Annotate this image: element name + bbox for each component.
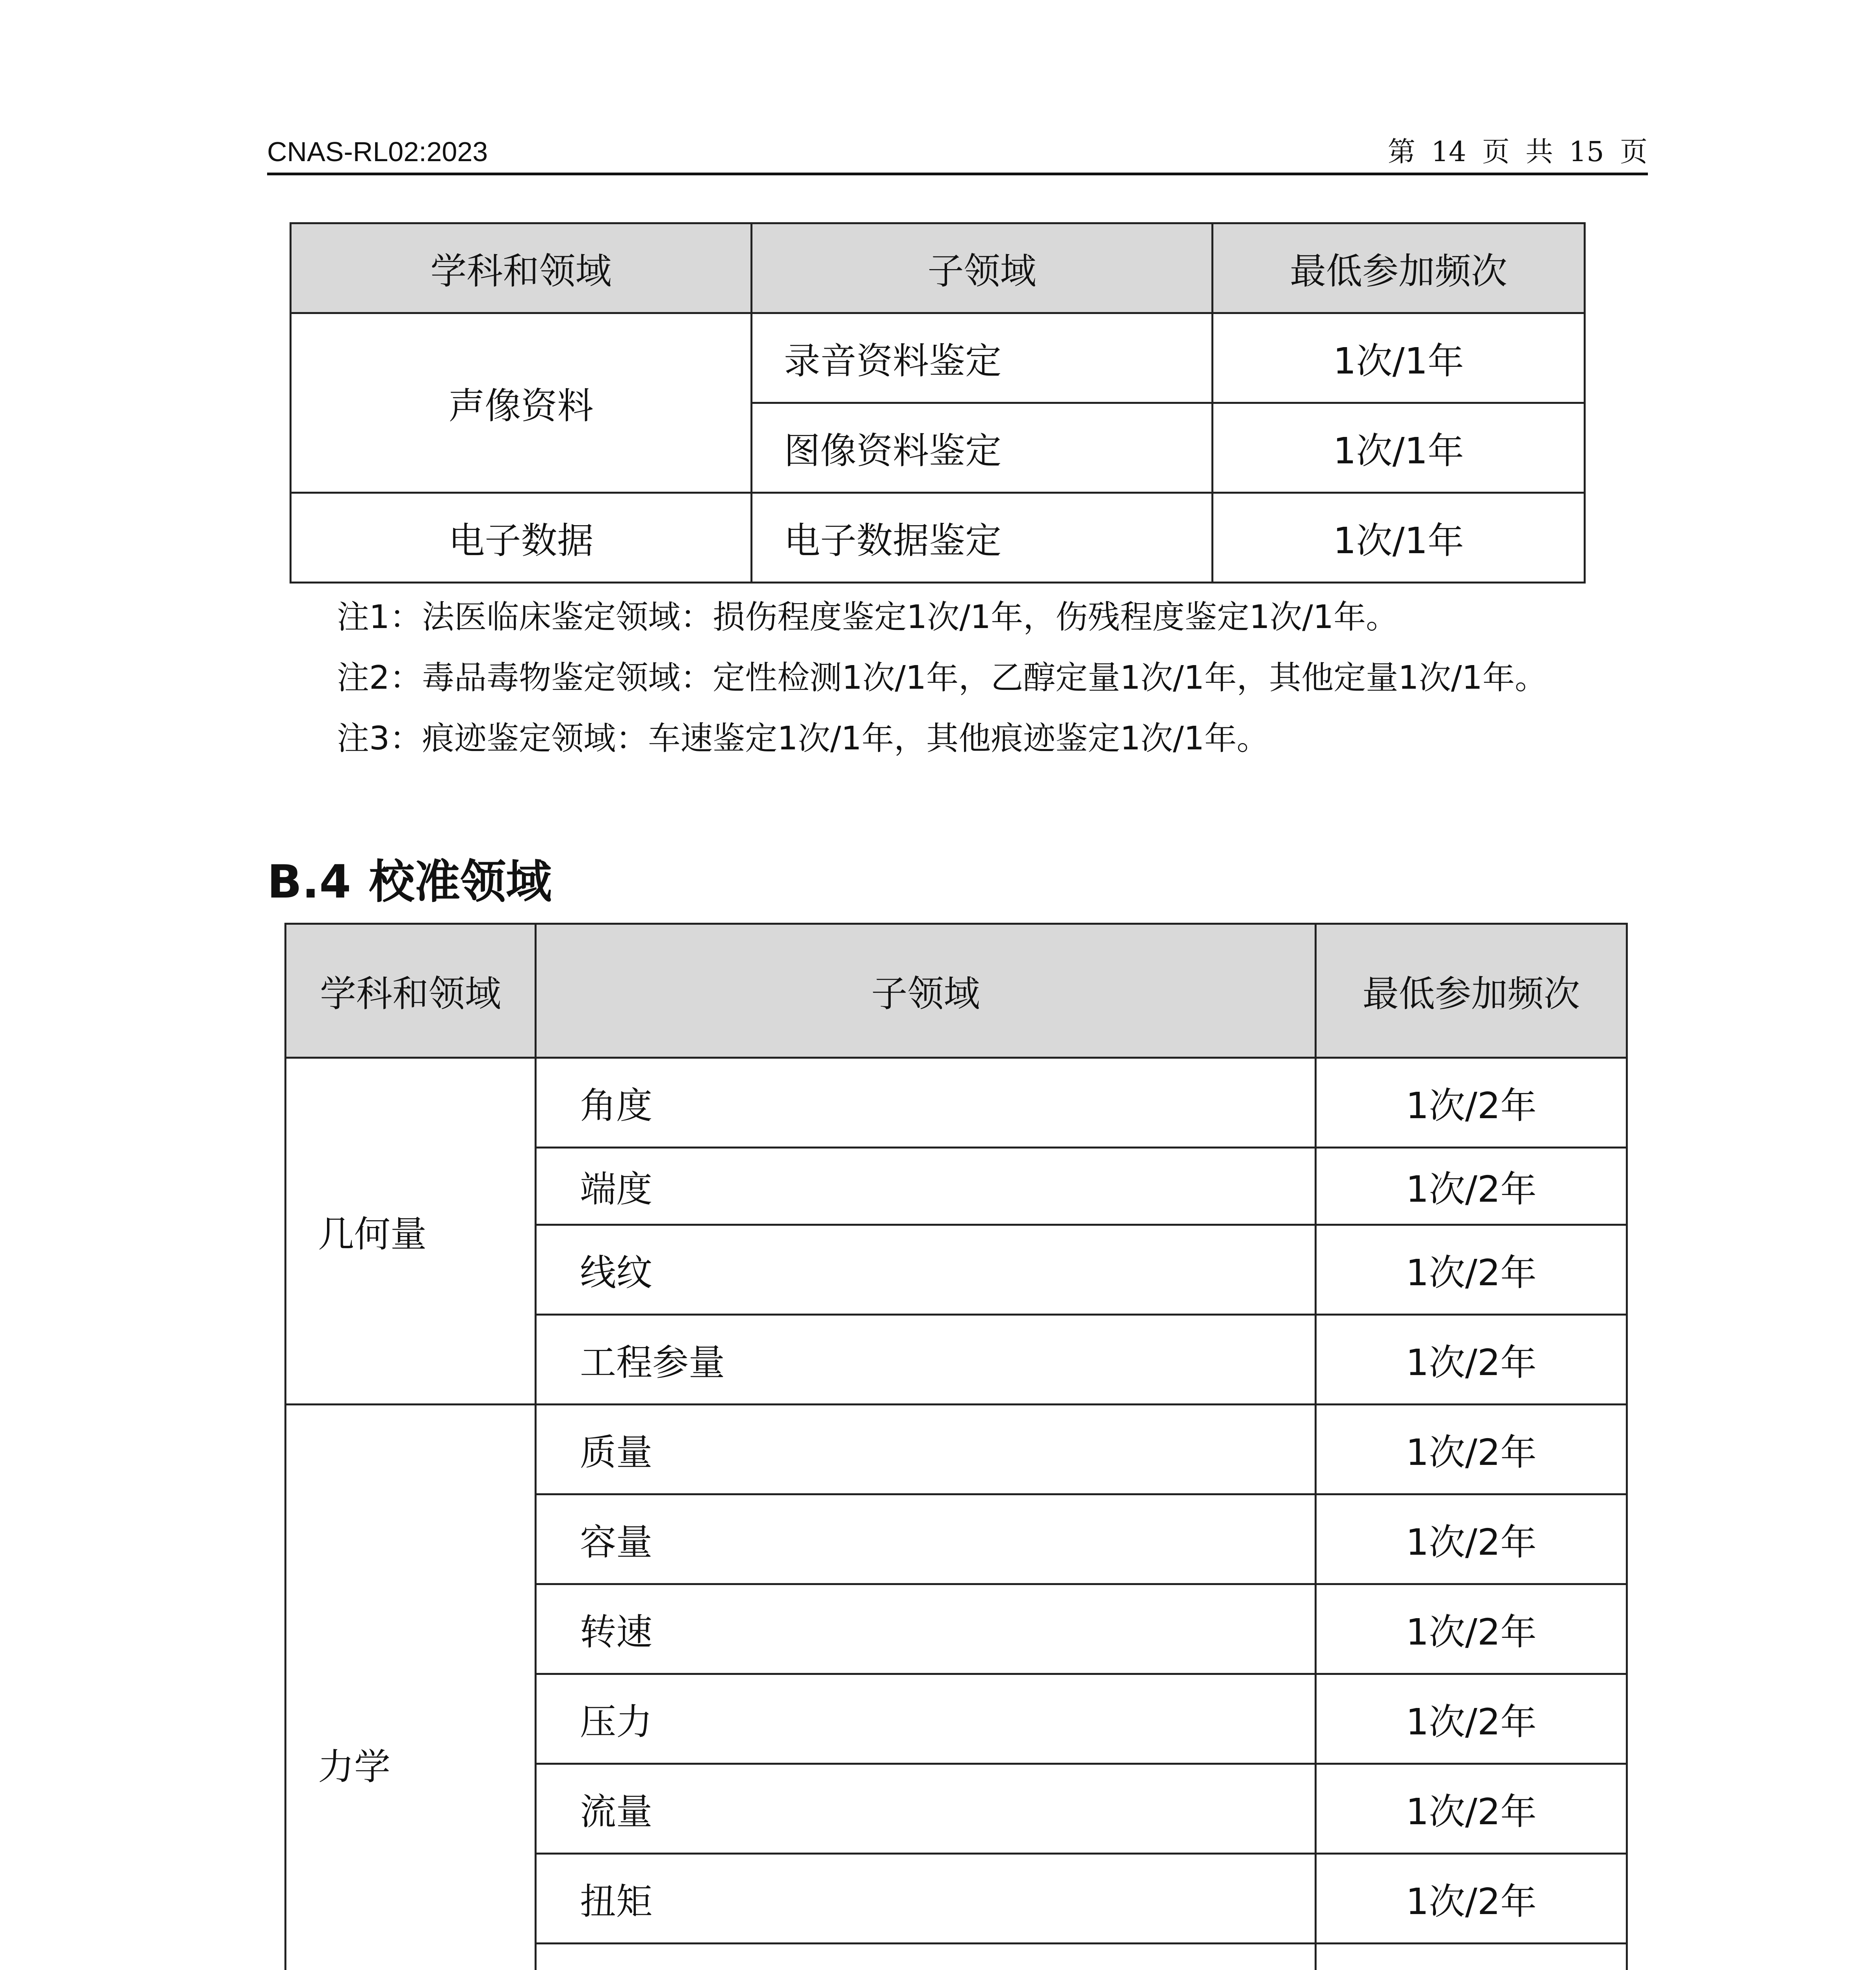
frequency-cell: 1次/2年 xyxy=(1316,1764,1627,1854)
frequency-cell: 1次/1年 xyxy=(1213,493,1585,583)
calibration-table xyxy=(284,923,1628,1970)
column-header: 学科和领域 xyxy=(286,924,536,1058)
subfield-cell: 电子数据鉴定 xyxy=(752,493,1213,583)
subfield-cell xyxy=(536,1944,1316,1970)
frequency-cell: 1次/2年 xyxy=(1316,1494,1627,1584)
subfield-cell: 工程参量 xyxy=(536,1315,1316,1405)
subfield-cell: 质量 xyxy=(536,1405,1316,1494)
subfield-cell: 录音资料鉴定 xyxy=(752,313,1213,403)
header-rule xyxy=(267,173,1648,175)
frequency-cell: 1次/2年 xyxy=(1316,1854,1627,1944)
table-notes xyxy=(337,587,1547,769)
section-title: 校准领域 xyxy=(369,855,552,909)
field-cell: 力学 xyxy=(286,1405,536,1970)
subfield-cell: 角度 xyxy=(536,1058,1316,1148)
subfield-cell: 压力 xyxy=(536,1674,1316,1764)
frequency-cell: 1次/2年 xyxy=(1316,1058,1627,1148)
subfield-cell: 容量 xyxy=(536,1494,1316,1584)
subfield-cell: 图像资料鉴定 xyxy=(752,403,1213,493)
frequency-cell: 1次/2年 xyxy=(1316,1674,1627,1764)
section-number: B.4 xyxy=(267,855,351,909)
column-header: 最低参加频次 xyxy=(1213,223,1585,313)
table-row xyxy=(286,1058,1627,1148)
section-heading xyxy=(267,845,552,911)
note-2: 注2：毒品毒物鉴定领域：定性检测1次/1年，乙醇定量1次/1年，其他定量1次/1年。 xyxy=(337,659,1547,697)
column-header: 学科和领域 xyxy=(291,223,752,313)
subfield-cell: 流量 xyxy=(536,1764,1316,1854)
page-number: 第 14 页 共 15 页 xyxy=(1387,136,1648,168)
frequency-cell: 1次/1年 xyxy=(1213,403,1585,493)
note-3: 注3：痕迹鉴定领域：车速鉴定1次/1年，其他痕迹鉴定1次/1年。 xyxy=(337,720,1269,757)
frequency-cell: 1次/2年 xyxy=(1316,1315,1627,1405)
table-row xyxy=(291,313,1585,403)
table-header-row xyxy=(291,223,1585,313)
column-header: 子领域 xyxy=(536,924,1316,1058)
table-header-row xyxy=(286,924,1627,1058)
field-cell: 几何量 xyxy=(286,1058,536,1405)
frequency-cell: 1次/2年 xyxy=(1316,1225,1627,1315)
field-cell: 声像资料 xyxy=(291,313,752,493)
frequency-cell: 1次/2年 xyxy=(1316,1405,1627,1494)
document-code: CNAS-RL02:2023 xyxy=(267,136,488,167)
field-cell: 电子数据 xyxy=(291,493,752,583)
frequency-cell: 1次/2年 xyxy=(1316,1584,1627,1674)
frequency-cell xyxy=(1316,1944,1627,1970)
forensic-table xyxy=(290,222,1586,584)
subfield-cell: 转速 xyxy=(536,1584,1316,1674)
table-row xyxy=(286,1405,1627,1494)
table-row xyxy=(291,493,1585,583)
frequency-cell: 1次/1年 xyxy=(1213,313,1585,403)
subfield-cell: 线纹 xyxy=(536,1225,1316,1315)
subfield-cell: 端度 xyxy=(536,1148,1316,1225)
subfield-cell: 扭矩 xyxy=(536,1854,1316,1944)
column-header: 子领域 xyxy=(752,223,1213,313)
frequency-cell: 1次/2年 xyxy=(1316,1148,1627,1225)
note-1: 注1：法医临床鉴定领域：损伤程度鉴定1次/1年，伤残程度鉴定1次/1年。 xyxy=(337,598,1399,636)
column-header: 最低参加频次 xyxy=(1316,924,1627,1058)
